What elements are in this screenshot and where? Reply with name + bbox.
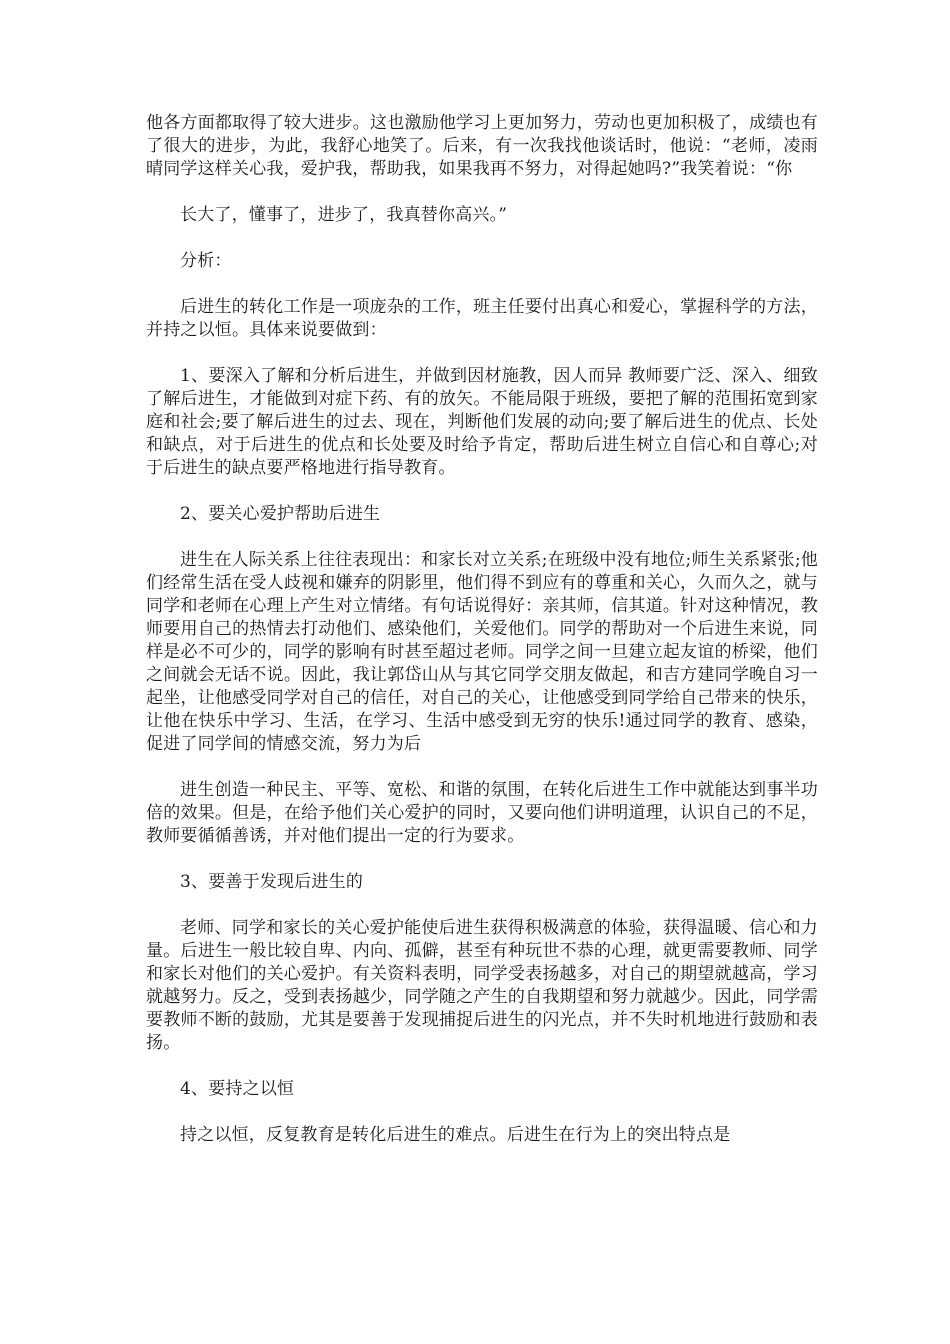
paragraph: 进生创造一种民主、平等、宽松、和谐的氛围，在转化后进生工作中就能达到事半功倍的效果。但是，在给予他们关心爱护的同时，又要向他们讲明道理，认识自己的不足，教师要循循善诱，并对他们提出一定的行为要求。 (146, 780, 818, 846)
paragraph: 持之以恒，反复教育是转化后进生的难点。后进生在行为上的突出特点是 (180, 1125, 731, 1145)
paragraph: 老师、同学和家长的关心爱护能使后进生获得积极满意的体验，获得温暖、信心和力量。后进生一般比较自卑、内向、孤僻，甚至有种玩世不恭的心理，就更需要教师、同学和家长对他们的关心爱护。有关资料表明，同学受表扬越多，对自己的期望就越高，学习就越努力。反之，受到表扬越少，同学随之产生的自我期望和努力就越少。因此，同学需要教师不断的鼓励，尤其是要善于发现捕捉后进生的闪光点，并不失时机地进行鼓励和表扬。 (146, 918, 818, 1053)
section-heading: 4、要持之以恒 (180, 1079, 295, 1099)
paragraph: 进生在人际关系上往往表现出：和家长对立关系;在班级中没有地位;师生关系紧张;他们经常生活在受人歧视和嫌弃的阴影里，他们得不到应有的尊重和关心，久而久之，就与同学和老师在心理上产生对立情绪。有句话说得好：亲其师，信其道。针对这种情况，教师要用自己的热情去打动他们、感染他们，关爱他们。同学的帮助对一个后进生来说，同样是必不可少的，同学的影响有时甚至超过老师。同学之间一旦建立起友谊的桥梁，他们之间就会无话不说。因此，我让郭岱山从与其它同学交朋友做起，和吉方建同学晚自习一起坐，让他感受同学对自己的信任，对自己的关心，让他感受到同学给自己带来的快乐，让他在快乐中学习、生活，在学习、生活中感受到无穷的快乐!通过同学的教育、感染，促进了同学间的情感交流，努力为后 (146, 550, 818, 754)
paragraph: 后进生的转化工作是一项庞杂的工作，班主任要付出真心和爱心，掌握科学的方法，并持之以恒。具体来说要做到： (146, 297, 818, 340)
section-heading: 3、要善于发现后进生的 (180, 872, 364, 892)
paragraph: 1、要深入了解和分析后进生，并做到因材施教，因人而异 教师要广泛、深入、细致了解后进生，才能做到对症下药、有的放矢。不能局限于班级，要把了解的范围拓宽到家庭和社会;要了解后进生的过去、现在，判断他们发展的动向;要了解后进生的优点、长处和缺点，对于后进生的优点和长处要及时给予肯定，帮助后进生树立自信心和自尊心;对于后进生的缺点要严格地进行指导教育。 (146, 366, 818, 478)
section-heading: 2、要关心爱护帮助后进生 (180, 504, 381, 524)
paragraph: 他各方面都取得了较大进步。这也激励他学习上更加努力，劳动也更加积极了，成绩也有了很大的进步，为此，我舒心地笑了。后来，有一次我找他谈话时，他说：“老师，凌雨晴同学这样关心我，爱护我，帮助我，如果我再不努力，对得起她吗?”我笑着说：“你 (146, 113, 818, 179)
document-body (146, 112, 818, 1170)
section-label-analysis: 分析： (180, 251, 232, 271)
paragraph: 长大了，懂事了，进步了，我真替你高兴。” (180, 205, 508, 225)
